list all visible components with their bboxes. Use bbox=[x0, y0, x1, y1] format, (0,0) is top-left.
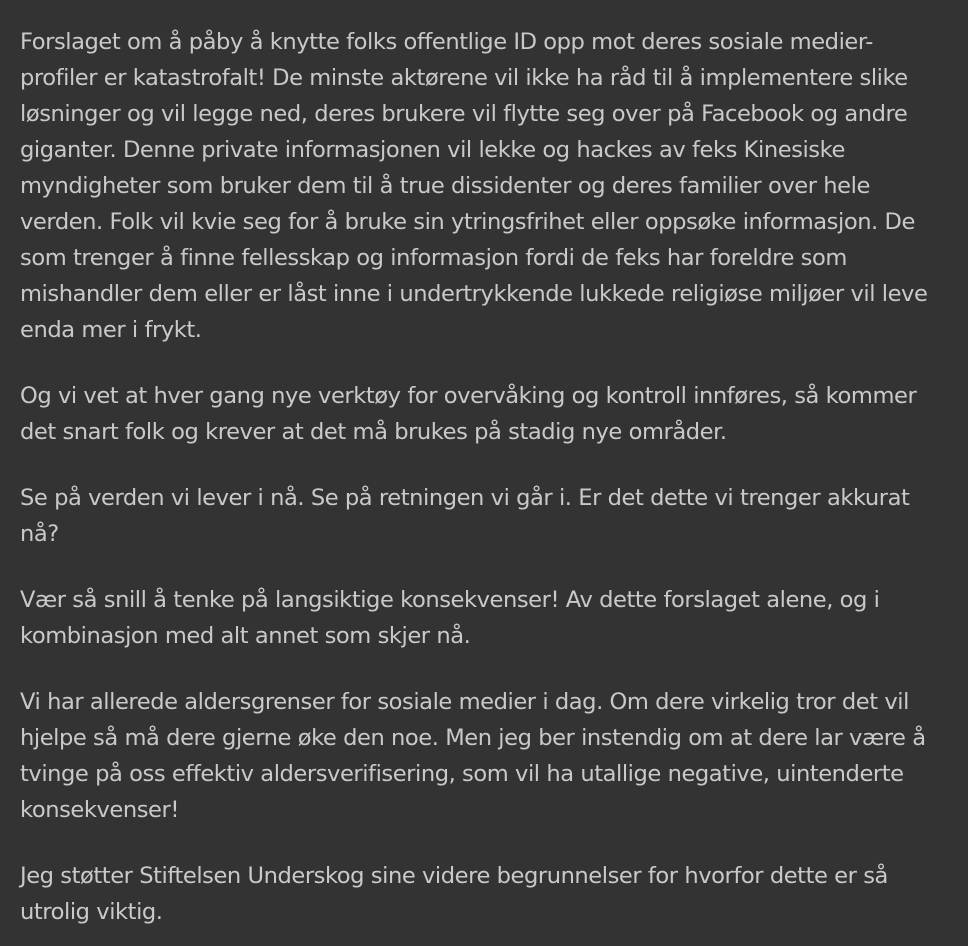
paragraph-6: Jeg støtter Stiftelsen Underskog sine videre begrunnelser for hvorfor dette er så utrolig viktig. bbox=[20, 863, 888, 925]
paragraph-4: Vær så snill å tenke på langsiktige konsekvenser! Av dette forslaget alene, og i kombinasjon med alt annet som skjer nå. bbox=[20, 587, 880, 649]
paragraph-5: Vi har allerede aldersgrenser for sosiale medier i dag. Om dere virkelig tror det vil hjelpe så må dere gjerne øke den noe. Men jeg ber instendig om at dere lar være å tvinge på oss effektiv aldersverifisering, som vil ha utallige negative, uintenderte konsekvenser! bbox=[20, 689, 926, 823]
paragraph-2: Og vi vet at hver gang nye verktøy for overvåking og kontroll innføres, så kommer det snart folk og krever at det må brukes på stadig nye områder. bbox=[20, 383, 917, 445]
paragraph-1: Forslaget om å påby å knytte folks offentlige ID opp mot deres sosiale medier-profiler er katastrofalt! De minste aktørene vil ikke ha råd til å implementere slike løsninger og vil legge ned, deres brukere vil flytte seg over på Facebook og andre giganter. Denne private informasjonen vil lekke og hackes av feks Kinesiske myndigheter som bruker dem til å true dissidenter og deres familier over hele verden. Folk vil kvie seg for å bruke sin ytringsfrihet eller oppsøke informasjon. De som trenger å finne fellesskap og informasjon fordi de feks har foreldre som mishandler dem eller er låst inne i undertrykkende lukkede religiøse miljøer vil leve enda mer i frykt. bbox=[20, 29, 928, 343]
paragraph-3: Se på verden vi lever i nå. Se på retningen vi går i. Er det dette vi trenger akkurat nå? bbox=[20, 485, 910, 547]
